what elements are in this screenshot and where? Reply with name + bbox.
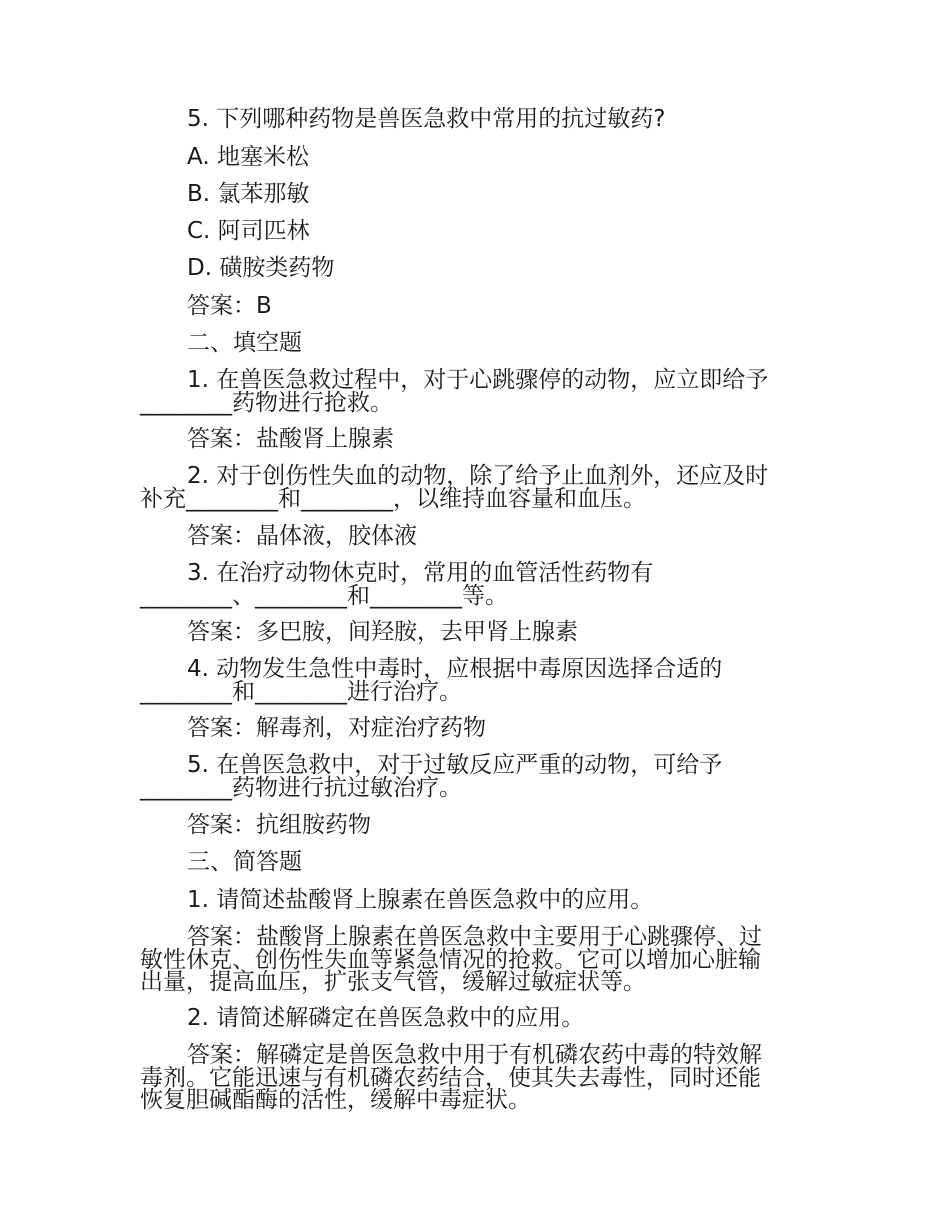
- option-d: D. 磺胺类药物: [187, 255, 335, 281]
- fill-answer-2: 答案：晶体液，胶体液: [187, 523, 417, 549]
- fill-question-2-line-1: 2. 对于创伤性失血的动物，除了给予止血剂外，还应及时: [187, 463, 769, 489]
- short-question-2: 2. 请简述解磷定在兽医急救中的应用。: [187, 1005, 585, 1031]
- fill-answer-5: 答案：抗组胺药物: [187, 812, 371, 838]
- fill-question-5-line-1: 5. 在兽医急救中，对于过敏反应严重的动物，可给予: [187, 752, 723, 778]
- fill-question-1-line-1: 1. 在兽医急救过程中，对于心跳骤停的动物，应立即给予: [187, 367, 769, 393]
- fill-question-3-line-2: ________、________和________等。: [140, 583, 508, 609]
- short-question-1: 1. 请简述盐酸肾上腺素在兽医急救中的应用。: [187, 887, 654, 913]
- option-b: B. 氯苯那敏: [187, 181, 310, 207]
- fill-answer-1: 答案：盐酸肾上腺素: [187, 426, 394, 452]
- short-answer-1-line-1: 答案：盐酸肾上腺素在兽医急救中主要用于心跳骤停、过: [187, 924, 762, 950]
- fill-question-3-line-1: 3. 在治疗动物休克时，常用的血管活性药物有: [187, 560, 654, 586]
- fill-answer-4: 答案：解毒剂，对症治疗药物: [187, 715, 486, 741]
- short-answer-2-line-3: 恢复胆碱酯酶的活性，缓解中毒症状。: [140, 1087, 531, 1113]
- short-answer-1-line-3: 出量，提高血压，扩张支气管，缓解过敏症状等。: [140, 969, 646, 995]
- fill-question-5-line-2: ________药物进行抗过敏治疗。: [140, 775, 462, 801]
- short-answer-1-line-2: 敏性休克、创伤性失血等紧急情况的抢救。它可以增加心脏输: [140, 947, 761, 973]
- short-answer-2-line-1: 答案：解磷定是兽医急救中用于有机磷农药中毒的特效解: [187, 1042, 762, 1068]
- option-a: A. 地塞米松: [187, 144, 309, 170]
- short-answer-2-line-2: 毒剂。它能迅速与有机磷农药结合，使其失去毒性，同时还能: [140, 1065, 761, 1091]
- section-heading-short: 三、简答题: [187, 849, 302, 875]
- section-heading-fill: 二、填空题: [187, 330, 302, 356]
- fill-question-1-line-2: ________药物进行抢救。: [140, 390, 393, 416]
- option-c: C. 阿司匹林: [187, 218, 310, 244]
- fill-answer-3: 答案：多巴胺，间羟胺，去甲肾上腺素: [187, 619, 578, 645]
- fill-question-4-line-2: ________和________进行治疗。: [140, 679, 462, 705]
- mc-answer: 答案：B: [187, 293, 272, 319]
- fill-question-4-line-1: 4. 动物发生急性中毒时，应根据中毒原因选择合适的: [187, 656, 723, 682]
- fill-question-2-line-2: 补充________和________，以维持血容量和血压。: [140, 486, 646, 512]
- mc-question-5: 5. 下列哪种药物是兽医急救中常用的抗过敏药?: [187, 106, 666, 132]
